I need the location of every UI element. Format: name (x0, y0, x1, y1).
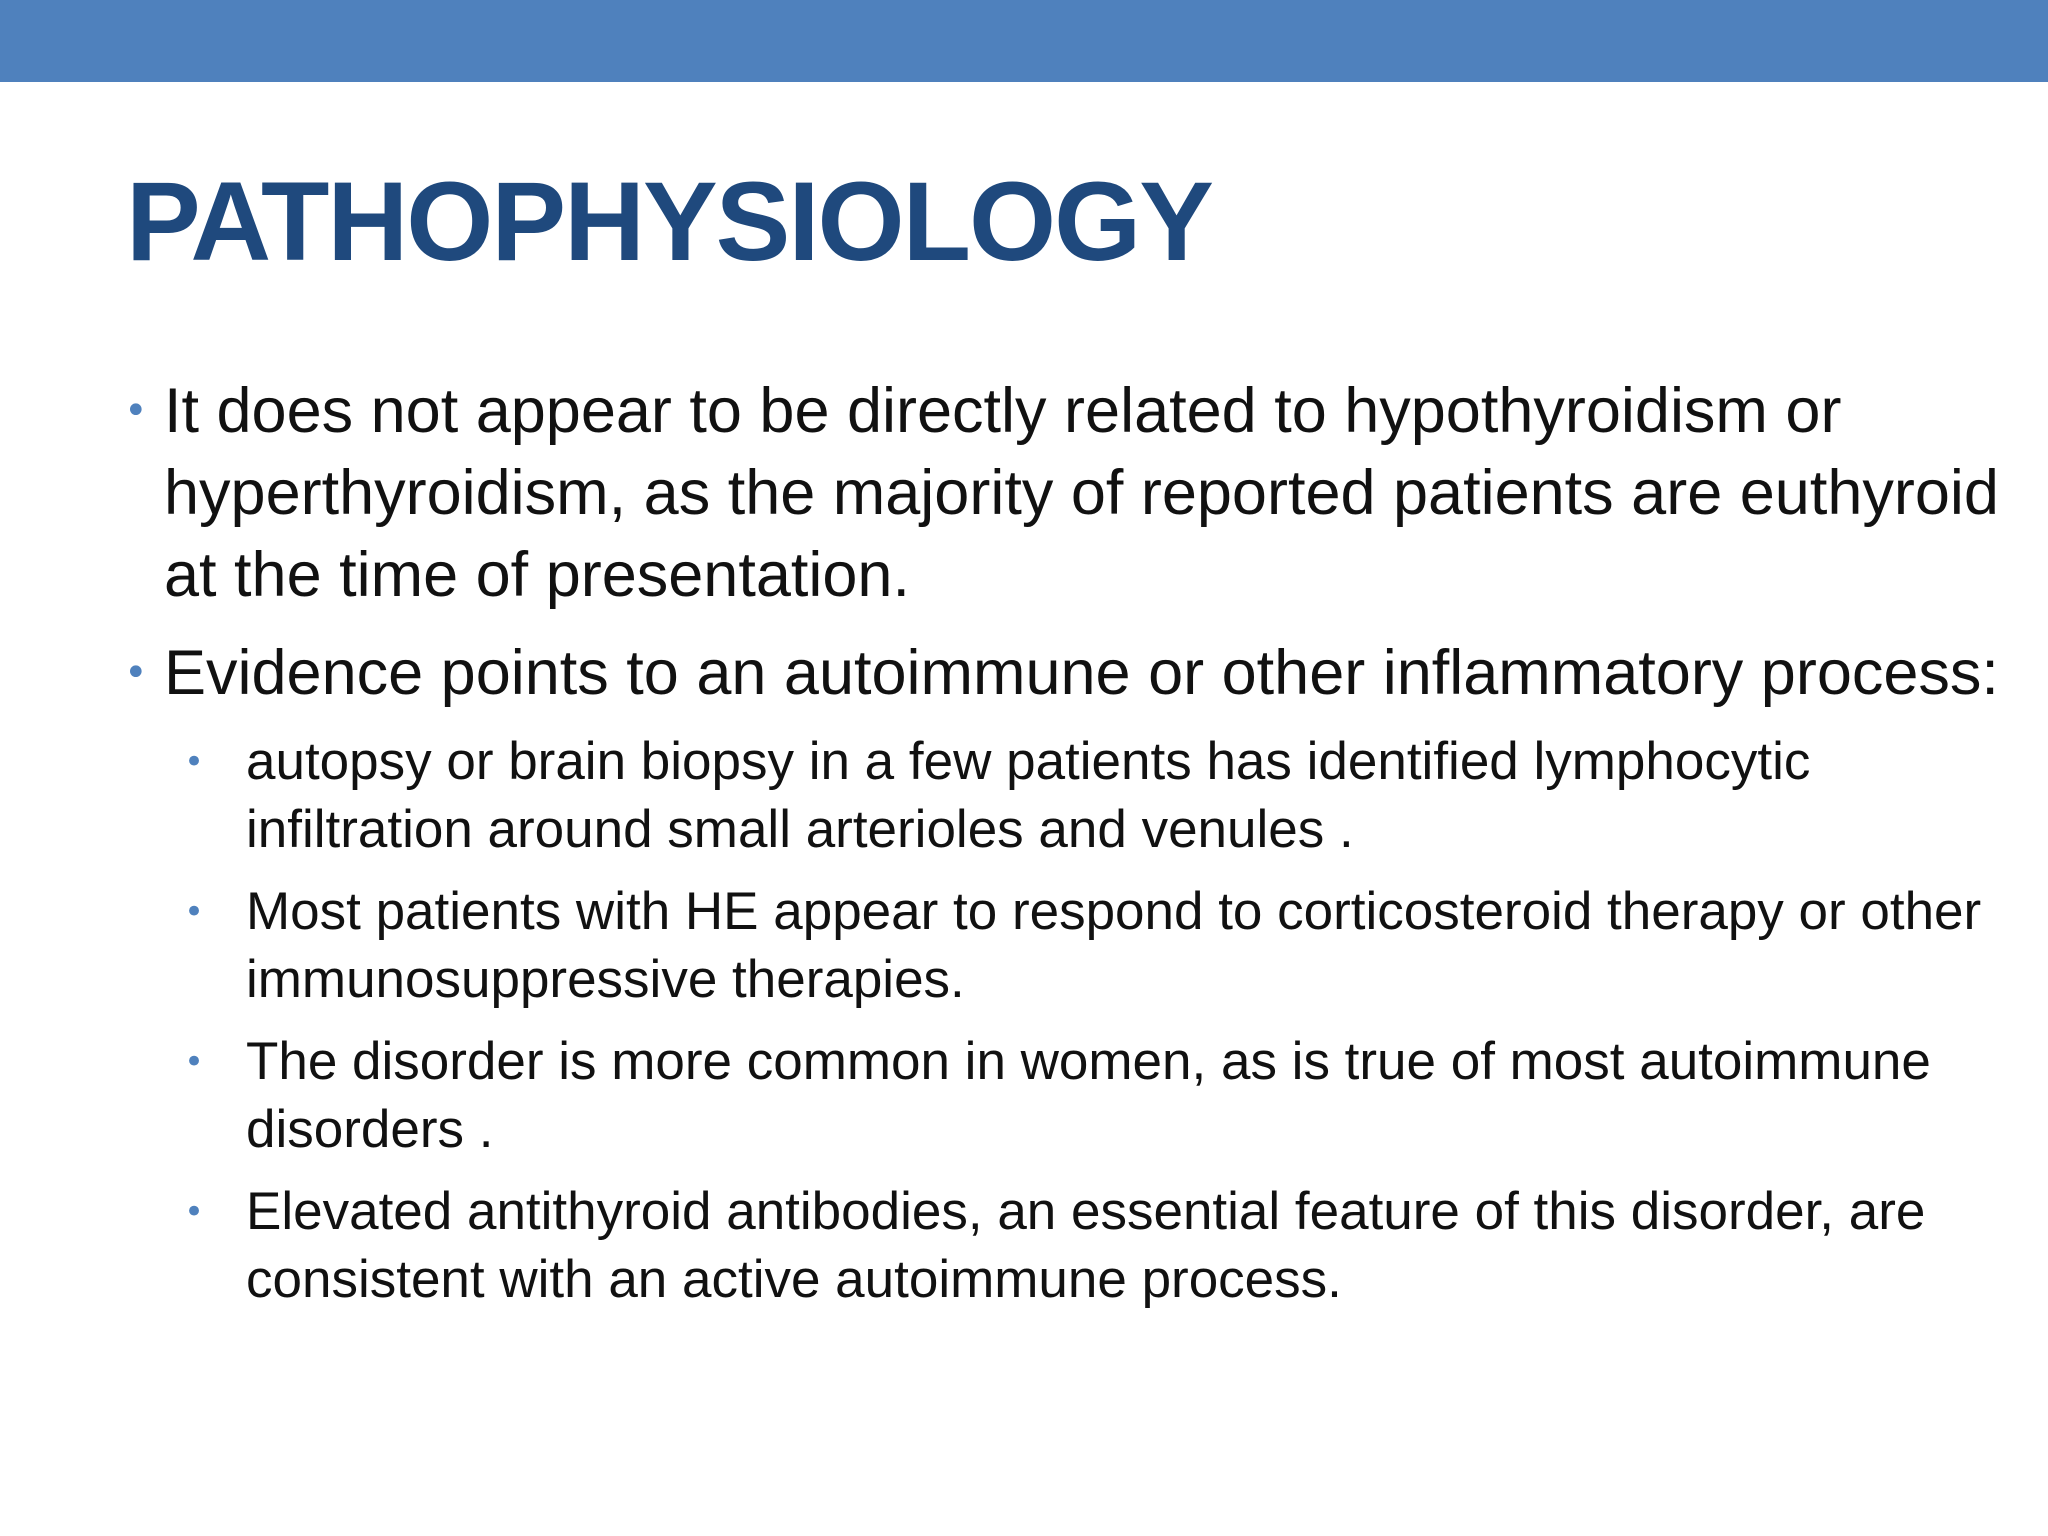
bullet-list (124, 370, 2004, 1314)
bullet-dot-icon: • (184, 1042, 205, 1082)
bullet-text: It does not appear to be directly related to hypothyroidism or hyperthyroidism, as the majority of reported patients are euthyroid at the time of presentation. (164, 376, 1999, 610)
top-accent-band (0, 0, 2048, 82)
sub-bullet-text: The disorder is more common in women, as is true of most autoimmune disorders . (246, 1032, 1931, 1159)
sub-bullet-text: Most patients with HE appear to respond to corticosteroid therapy or other immunosuppressive therapies. (246, 882, 1982, 1009)
bullet-dot-icon: • (124, 650, 148, 696)
bullet-dot-icon: • (184, 742, 205, 782)
sub-bullet-text: Elevated antithyroid antibodies, an essential feature of this disorder, are consistent with an active autoimmune process. (246, 1182, 1926, 1309)
bullet-dot-icon: • (184, 1192, 205, 1232)
sub-bullet-list (184, 728, 2004, 1314)
sub-bullet-text: autopsy or brain biopsy in a few patients has identified lymphocytic infiltration around small arterioles and venules . (246, 732, 1811, 859)
slide-title: PATHOPHYSIOLOGY (126, 159, 1212, 284)
bullet-dot-icon: • (124, 388, 148, 434)
bullet-item (124, 370, 2004, 616)
sub-bullet-item (184, 878, 2004, 1014)
sub-bullet-item (184, 1028, 2004, 1164)
sub-bullet-item (184, 1178, 2004, 1314)
sub-bullet-item (184, 728, 2004, 864)
bullet-dot-icon: • (184, 892, 205, 932)
slide-content (124, 370, 2004, 1330)
bullet-text: Evidence points to an autoimmune or other inflammatory process: (164, 638, 1999, 708)
bullet-item (124, 632, 2004, 1314)
